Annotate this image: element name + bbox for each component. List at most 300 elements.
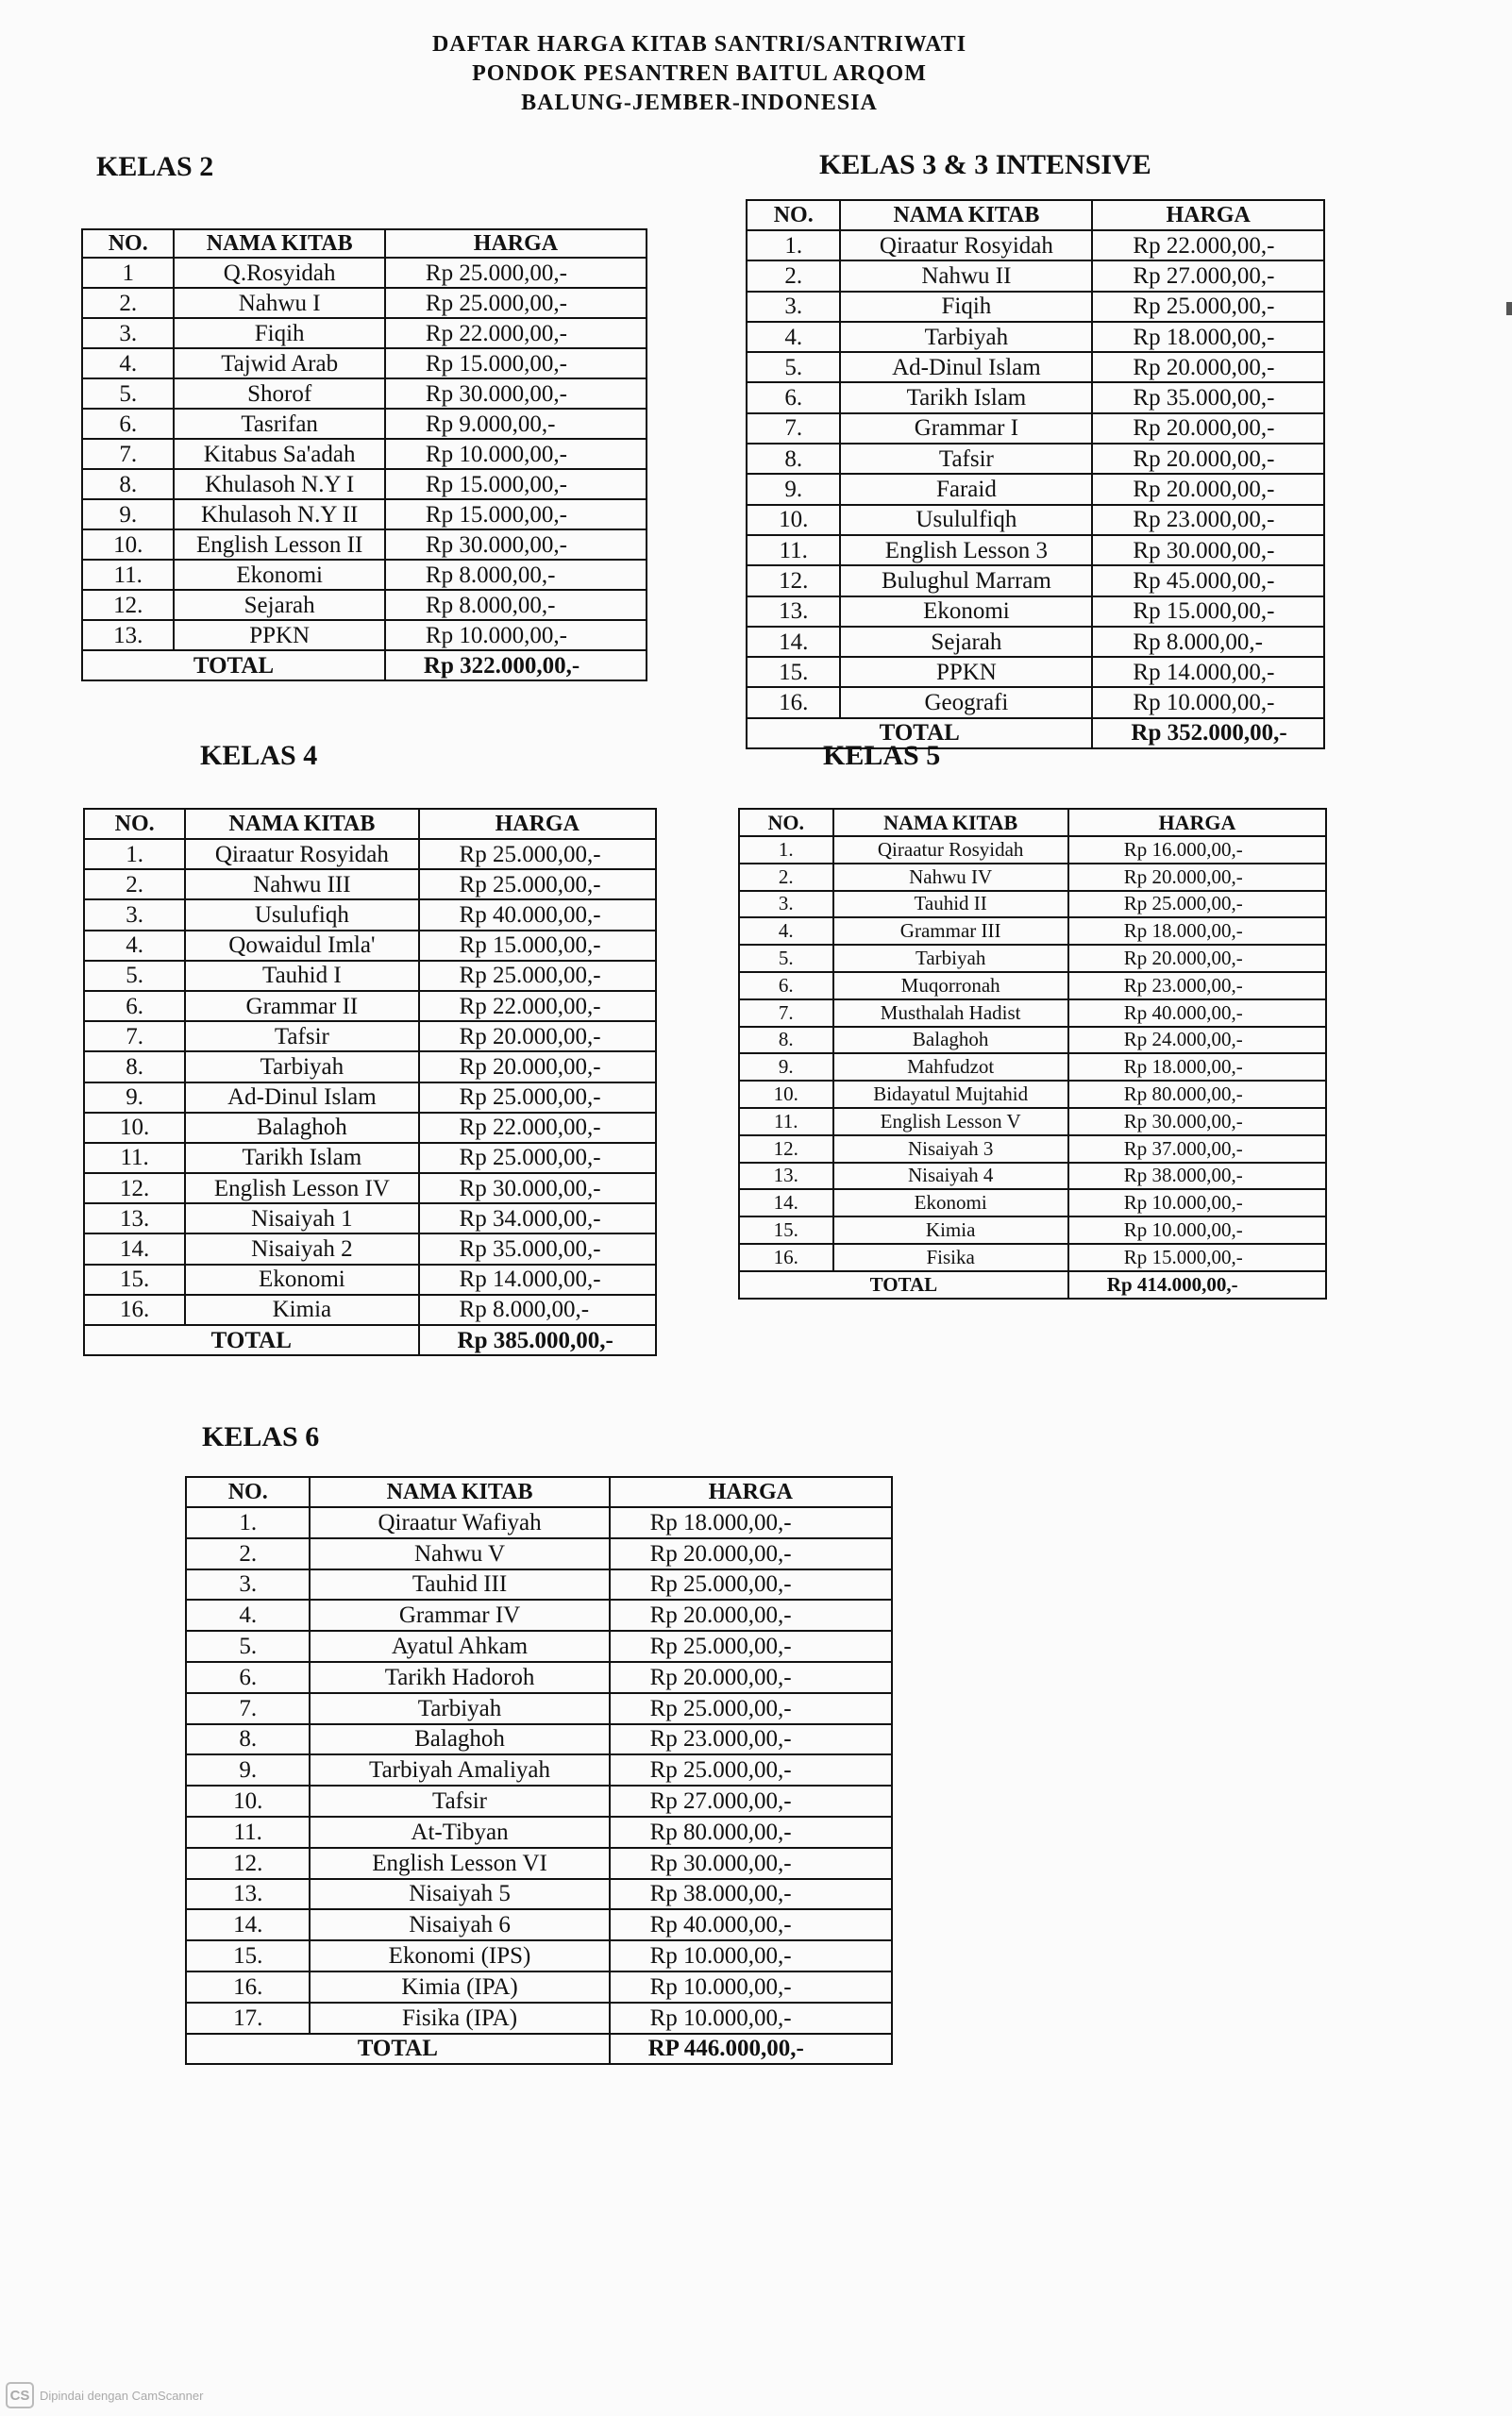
table-row — [747, 596, 1324, 627]
table-row — [186, 1662, 892, 1693]
col-price-header: HARGA — [1092, 200, 1324, 230]
kitab-name: Shorof — [174, 378, 385, 409]
kitab-name: Ekonomi — [174, 560, 385, 590]
kitab-price: Rp 27.000,00,- — [1092, 260, 1324, 291]
kitab-price: Rp 25.000,00,- — [419, 1143, 656, 1173]
kitab-price: Rp 20.000,00,- — [1092, 474, 1324, 504]
row-number: 11. — [84, 1143, 185, 1173]
table-row — [186, 1786, 892, 1817]
kitab-price: Rp 40.000,00,- — [610, 1909, 892, 1940]
kitab-name: Usululfiqh — [840, 505, 1092, 535]
table-row — [747, 260, 1324, 291]
table-row — [186, 1631, 892, 1662]
kitab-name: Muqorronah — [833, 972, 1068, 999]
scan-edge-mark — [1506, 302, 1512, 315]
row-number: 4. — [747, 322, 840, 352]
kitab-price: Rp 20.000,00,- — [419, 1051, 656, 1082]
kitab-price: Rp 18.000,00,- — [1068, 917, 1326, 945]
kitab-name: Kimia — [185, 1295, 418, 1325]
kitab-name: Tarikh Islam — [185, 1143, 418, 1173]
table-row — [739, 999, 1326, 1027]
kitab-price: Rp 10.000,00,- — [610, 1971, 892, 2003]
kitab-price: Rp 18.000,00,- — [1092, 322, 1324, 352]
header-line-1: DAFTAR HARGA KITAB SANTRI/SANTRIWATI — [431, 32, 967, 57]
table-row — [84, 869, 656, 899]
kitab-price: Rp 10.000,00,- — [610, 1940, 892, 1971]
kitab-price: Rp 8.000,00,- — [385, 590, 647, 620]
kitab-price: Rp 8.000,00,- — [385, 560, 647, 590]
document-header — [0, 30, 1399, 118]
kitab-name: Grammar II — [185, 991, 418, 1021]
table-row — [747, 474, 1324, 504]
kitab-name: Nahwu II — [840, 260, 1092, 291]
kitab-price: Rp 40.000,00,- — [419, 899, 656, 930]
table-row — [747, 627, 1324, 657]
kitab-price: Rp 22.000,00,- — [419, 991, 656, 1021]
table-row — [739, 1216, 1326, 1244]
row-number: 1. — [739, 836, 833, 864]
total-row — [739, 1271, 1326, 1299]
kitab-name: Bulughul Marram — [840, 565, 1092, 596]
kitab-price: Rp 20.000,00,- — [1092, 413, 1324, 444]
kitab-price: Rp 15.000,00,- — [385, 348, 647, 378]
kitab-name: Tafsir — [185, 1021, 418, 1051]
kitab-name: Nisaiyah 4 — [833, 1163, 1068, 1190]
total-label: TOTAL — [186, 2034, 610, 2065]
row-number: 14. — [84, 1233, 185, 1264]
kitab-price: Rp 20.000,00,- — [1068, 864, 1326, 891]
kitab-name: Nisaiyah 1 — [185, 1203, 418, 1233]
row-number: 9. — [82, 499, 174, 529]
total-label: TOTAL — [82, 650, 385, 680]
kitab-name: Balaghoh — [310, 1724, 609, 1755]
col-no-header: NO. — [186, 1477, 310, 1507]
table-row — [84, 1021, 656, 1051]
table-row — [186, 1538, 892, 1569]
kitab-name: Sejarah — [174, 590, 385, 620]
table-row — [84, 1143, 656, 1173]
kitab-name: Khulasoh N.Y II — [174, 499, 385, 529]
table-row — [186, 1848, 892, 1879]
row-number: 13. — [186, 1879, 310, 1910]
col-no-header: NO. — [82, 229, 174, 258]
row-number: 3. — [186, 1569, 310, 1601]
table-row — [82, 409, 647, 439]
kitab-name: Fiqih — [840, 292, 1092, 322]
row-number: 6. — [84, 991, 185, 1021]
row-number: 7. — [739, 999, 833, 1027]
kitab-price: Rp 15.000,00,- — [385, 499, 647, 529]
table-row — [739, 1163, 1326, 1190]
kitab-price: Rp 30.000,00,- — [610, 1848, 892, 1879]
kelas4-title: KELAS 4 — [200, 740, 318, 771]
row-number: 6. — [739, 972, 833, 999]
col-no-header: NO. — [84, 809, 185, 839]
scanner-watermark — [6, 2382, 203, 2408]
table-row — [84, 1203, 656, 1233]
table-row — [747, 413, 1324, 444]
total-row — [84, 1325, 656, 1355]
kitab-name: PPKN — [840, 657, 1092, 687]
kitab-price: Rp 25.000,00,- — [419, 869, 656, 899]
kitab-name: Sejarah — [840, 627, 1092, 657]
kitab-name: Tarikh Islam — [840, 382, 1092, 412]
kitab-name: Tasrifan — [174, 409, 385, 439]
row-number: 15. — [186, 1940, 310, 1971]
kitab-name: Grammar IV — [310, 1600, 609, 1631]
row-number: 10. — [739, 1081, 833, 1108]
row-number: 7. — [84, 1021, 185, 1051]
kitab-price: Rp 38.000,00,- — [610, 1879, 892, 1910]
kitab-price: Rp 14.000,00,- — [1092, 657, 1324, 687]
table-row — [186, 1817, 892, 1848]
kitab-price: Rp 15.000,00,- — [1092, 596, 1324, 627]
total-value: RP 446.000,00,- — [610, 2034, 892, 2065]
table-row — [186, 1724, 892, 1755]
kitab-name: Nisaiyah 5 — [310, 1879, 609, 1910]
table-row — [747, 657, 1324, 687]
kitab-name: Qiraatur Wafiyah — [310, 1507, 609, 1538]
row-number: 8. — [747, 444, 840, 474]
col-name-header: NAMA KITAB — [174, 229, 385, 258]
table-row — [739, 945, 1326, 972]
kitab-price: Rp 37.000,00,- — [1068, 1135, 1326, 1163]
table-row — [186, 1600, 892, 1631]
kitab-name: Tauhid II — [833, 891, 1068, 918]
total-row — [82, 650, 647, 680]
kitab-name: Musthalah Hadist — [833, 999, 1068, 1027]
kitab-name: Ekonomi (IPS) — [310, 1940, 609, 1971]
table-row — [84, 1265, 656, 1295]
row-number: 2. — [739, 864, 833, 891]
kitab-name: Nahwu I — [174, 288, 385, 318]
kitab-name: Grammar I — [840, 413, 1092, 444]
table-row — [84, 839, 656, 869]
header-line-2: PONDOK PESANTREN BAITUL ARQOM — [472, 61, 927, 86]
kitab-price: Rp 35.000,00,- — [419, 1233, 656, 1264]
kitab-price: Rp 30.000,00,- — [1068, 1108, 1326, 1135]
kitab-name: Q.Rosyidah — [174, 258, 385, 288]
kitab-price: Rp 25.000,00,- — [1092, 292, 1324, 322]
table-row — [739, 1027, 1326, 1054]
table-row — [84, 899, 656, 930]
kitab-price: Rp 25.000,00,- — [610, 1754, 892, 1786]
table-row — [739, 864, 1326, 891]
col-name-header: NAMA KITAB — [185, 809, 418, 839]
total-label: TOTAL — [84, 1325, 419, 1355]
row-number: 16. — [739, 1244, 833, 1271]
kitab-price: Rp 10.000,00,- — [385, 439, 647, 469]
kitab-price: Rp 25.000,00,- — [419, 961, 656, 991]
kitab-price: Rp 8.000,00,- — [1092, 627, 1324, 657]
row-number: 11. — [747, 535, 840, 565]
table-row — [186, 1909, 892, 1940]
row-number: 3. — [82, 318, 174, 348]
kitab-name: Ekonomi — [833, 1189, 1068, 1216]
table-row — [84, 991, 656, 1021]
total-row — [186, 2034, 892, 2065]
row-number: 2. — [84, 869, 185, 899]
table-row — [747, 292, 1324, 322]
row-number: 15. — [739, 1216, 833, 1244]
row-number: 5. — [739, 945, 833, 972]
kitab-price: Rp 20.000,00,- — [1068, 945, 1326, 972]
row-number: 16. — [186, 1971, 310, 2003]
row-number: 1. — [747, 230, 840, 260]
kitab-price: Rp 23.000,00,- — [610, 1724, 892, 1755]
kitab-name: Fisika — [833, 1244, 1068, 1271]
row-number: 9. — [186, 1754, 310, 1786]
kitab-name: Faraid — [840, 474, 1092, 504]
row-number: 6. — [747, 382, 840, 412]
row-number: 11. — [186, 1817, 310, 1848]
kitab-name: Kimia — [833, 1216, 1068, 1244]
kitab-price: Rp 22.000,00,- — [1092, 230, 1324, 260]
scanner-watermark-text: Dipindai dengan CamScanner — [40, 2388, 204, 2403]
kitab-name: Ad-Dinul Islam — [840, 352, 1092, 382]
kitab-name: Geografi — [840, 687, 1092, 717]
kitab-name: Tarbiyah — [310, 1693, 609, 1724]
kitab-price: Rp 10.000,00,- — [1068, 1216, 1326, 1244]
table-row — [747, 230, 1324, 260]
kitab-name: Fiqih — [174, 318, 385, 348]
kitab-price: Rp 25.000,00,- — [1068, 891, 1326, 918]
kitab-price: Rp 25.000,00,- — [385, 258, 647, 288]
row-number: 7. — [747, 413, 840, 444]
table-row — [739, 836, 1326, 864]
kitab-name: Tarbiyah — [185, 1051, 418, 1082]
kitab-price: Rp 10.000,00,- — [385, 620, 647, 650]
table-row — [747, 444, 1324, 474]
row-number: 1 — [82, 258, 174, 288]
kitab-price: Rp 27.000,00,- — [610, 1786, 892, 1817]
table-row — [82, 590, 647, 620]
kitab-name: Tarbiyah — [840, 322, 1092, 352]
kitab-name: Tauhid I — [185, 961, 418, 991]
kitab-name: Khulasoh N.Y I — [174, 469, 385, 499]
table-row — [84, 1051, 656, 1082]
table-row — [739, 1108, 1326, 1135]
kitab-name: Bidayatul Mujtahid — [833, 1081, 1068, 1108]
row-number: 8. — [739, 1027, 833, 1054]
kitab-name: Tarbiyah — [833, 945, 1068, 972]
row-number: 7. — [186, 1693, 310, 1724]
table-row — [84, 1113, 656, 1143]
kitab-price: Rp 25.000,00,- — [610, 1631, 892, 1662]
kitab-price: Rp 14.000,00,- — [419, 1265, 656, 1295]
table-row — [84, 1295, 656, 1325]
kitab-price: Rp 35.000,00,- — [1092, 382, 1324, 412]
kitab-price: Rp 20.000,00,- — [419, 1021, 656, 1051]
kitab-name: Nisaiyah 2 — [185, 1233, 418, 1264]
kelas5-title: KELAS 5 — [823, 740, 941, 771]
kitab-price: Rp 45.000,00,- — [1092, 565, 1324, 596]
row-number: 15. — [84, 1265, 185, 1295]
row-number: 10. — [84, 1113, 185, 1143]
table-row — [186, 1971, 892, 2003]
col-name-header: NAMA KITAB — [840, 200, 1092, 230]
kelas4-table — [83, 808, 657, 1356]
row-number: 14. — [186, 1909, 310, 1940]
kitab-price: Rp 25.000,00,- — [610, 1693, 892, 1724]
kitab-name: Qiraatur Rosyidah — [840, 230, 1092, 260]
row-number: 1. — [84, 839, 185, 869]
table-row — [186, 1754, 892, 1786]
table-row — [739, 1081, 1326, 1108]
row-number: 7. — [82, 439, 174, 469]
camscanner-logo-icon: CS — [6, 2382, 34, 2408]
kitab-price: Rp 34.000,00,- — [419, 1203, 656, 1233]
total-value: Rp 352.000,00,- — [1092, 718, 1324, 748]
col-name-header: NAMA KITAB — [833, 809, 1068, 836]
kelas2-table — [81, 228, 647, 681]
row-number: 16. — [84, 1295, 185, 1325]
row-number: 9. — [747, 474, 840, 504]
kitab-price: Rp 20.000,00,- — [1092, 444, 1324, 474]
table-row — [82, 529, 647, 560]
kitab-price: Rp 24.000,00,- — [1068, 1027, 1326, 1054]
kitab-price: Rp 15.000,00,- — [1068, 1244, 1326, 1271]
table-row — [82, 469, 647, 499]
row-number: 8. — [82, 469, 174, 499]
table-row — [747, 565, 1324, 596]
kitab-name: English Lesson 3 — [840, 535, 1092, 565]
kitab-price: Rp 16.000,00,- — [1068, 836, 1326, 864]
table-row — [82, 560, 647, 590]
row-number: 12. — [747, 565, 840, 596]
kitab-name: Tarikh Hadoroh — [310, 1662, 609, 1693]
table-row — [747, 505, 1324, 535]
kitab-name: English Lesson II — [174, 529, 385, 560]
kitab-name: Tauhid III — [310, 1569, 609, 1601]
row-number: 8. — [186, 1724, 310, 1755]
kitab-price: Rp 30.000,00,- — [385, 529, 647, 560]
kitab-price: Rp 25.000,00,- — [419, 839, 656, 869]
kitab-price: Rp 10.000,00,- — [1092, 687, 1324, 717]
table-row — [186, 1940, 892, 1971]
table-row — [84, 1233, 656, 1264]
row-number: 9. — [739, 1053, 833, 1081]
kitab-price: Rp 10.000,00,- — [1068, 1189, 1326, 1216]
row-number: 4. — [186, 1600, 310, 1631]
table-row — [739, 972, 1326, 999]
table-row — [186, 2003, 892, 2034]
table-row — [84, 961, 656, 991]
table-row — [739, 1189, 1326, 1216]
table-row — [739, 1053, 1326, 1081]
kitab-name: Ayatul Ahkam — [310, 1631, 609, 1662]
kitab-name: Grammar III — [833, 917, 1068, 945]
kitab-price: Rp 30.000,00,- — [1092, 535, 1324, 565]
col-name-header: NAMA KITAB — [310, 1477, 609, 1507]
kitab-price: Rp 20.000,00,- — [1092, 352, 1324, 382]
kelas3-table — [746, 199, 1325, 749]
kelas6-table — [185, 1476, 893, 2065]
kitab-name: Mahfudzot — [833, 1053, 1068, 1081]
table-row — [82, 620, 647, 650]
row-number: 12. — [739, 1135, 833, 1163]
kitab-price: Rp 10.000,00,- — [610, 2003, 892, 2034]
table-row — [82, 348, 647, 378]
table-row — [186, 1693, 892, 1724]
kitab-name: Kimia (IPA) — [310, 1971, 609, 2003]
kitab-price: Rp 18.000,00,- — [610, 1507, 892, 1538]
kitab-name: Kitabus Sa'adah — [174, 439, 385, 469]
table-row — [186, 1879, 892, 1910]
table-row — [82, 499, 647, 529]
total-value: Rp 414.000,00,- — [1068, 1271, 1326, 1299]
col-price-header: HARGA — [385, 229, 647, 258]
kitab-name: Nisaiyah 3 — [833, 1135, 1068, 1163]
row-number: 6. — [186, 1662, 310, 1693]
row-number: 2. — [82, 288, 174, 318]
kitab-price: Rp 80.000,00,- — [1068, 1081, 1326, 1108]
kitab-name: Tafsir — [840, 444, 1092, 474]
kelas6-title: KELAS 6 — [202, 1421, 320, 1452]
col-price-header: HARGA — [1068, 809, 1326, 836]
row-number: 10. — [186, 1786, 310, 1817]
row-number: 8. — [84, 1051, 185, 1082]
kelas3-title: KELAS 3 & 3 INTENSIVE — [819, 149, 1151, 180]
row-number: 1. — [186, 1507, 310, 1538]
kitab-name: Qiraatur Rosyidah — [185, 839, 418, 869]
row-number: 12. — [186, 1848, 310, 1879]
total-label: TOTAL — [739, 1271, 1068, 1299]
row-number: 12. — [84, 1173, 185, 1203]
total-label: TOTAL — [747, 718, 1092, 748]
kitab-price: Rp 25.000,00,- — [419, 1082, 656, 1113]
kitab-price: Rp 30.000,00,- — [419, 1173, 656, 1203]
kitab-price: Rp 8.000,00,- — [419, 1295, 656, 1325]
table-row — [82, 439, 647, 469]
row-number: 5. — [186, 1631, 310, 1662]
table-row — [739, 891, 1326, 918]
kitab-price: Rp 18.000,00,- — [1068, 1053, 1326, 1081]
row-number: 5. — [84, 961, 185, 991]
kitab-price: Rp 38.000,00,- — [1068, 1163, 1326, 1190]
row-number: 4. — [739, 917, 833, 945]
kitab-price: Rp 15.000,00,- — [385, 469, 647, 499]
table-row — [186, 1569, 892, 1601]
kitab-name: Balaghoh — [185, 1113, 418, 1143]
kitab-name: Balaghoh — [833, 1027, 1068, 1054]
row-number: 2. — [186, 1538, 310, 1569]
header-line-3: BALUNG-JEMBER-INDONESIA — [521, 91, 878, 115]
table-row — [186, 1507, 892, 1538]
kitab-name: Tafsir — [310, 1786, 609, 1817]
table-row — [84, 931, 656, 961]
row-number: 3. — [739, 891, 833, 918]
table-row — [82, 288, 647, 318]
kitab-price: Rp 40.000,00,- — [1068, 999, 1326, 1027]
kitab-price: Rp 25.000,00,- — [385, 288, 647, 318]
kitab-name: Fisika (IPA) — [310, 2003, 609, 2034]
table-row — [84, 1173, 656, 1203]
row-number: 12. — [82, 590, 174, 620]
row-number: 5. — [747, 352, 840, 382]
kitab-name: At-Tibyan — [310, 1817, 609, 1848]
kitab-name: PPKN — [174, 620, 385, 650]
row-number: 13. — [82, 620, 174, 650]
kitab-name: Tarbiyah Amaliyah — [310, 1754, 609, 1786]
row-number: 13. — [747, 596, 840, 627]
row-number: 14. — [739, 1189, 833, 1216]
col-price-header: HARGA — [419, 809, 656, 839]
row-number: 5. — [82, 378, 174, 409]
table-row — [82, 378, 647, 409]
kitab-name: Nisaiyah 6 — [310, 1909, 609, 1940]
row-number: 11. — [82, 560, 174, 590]
